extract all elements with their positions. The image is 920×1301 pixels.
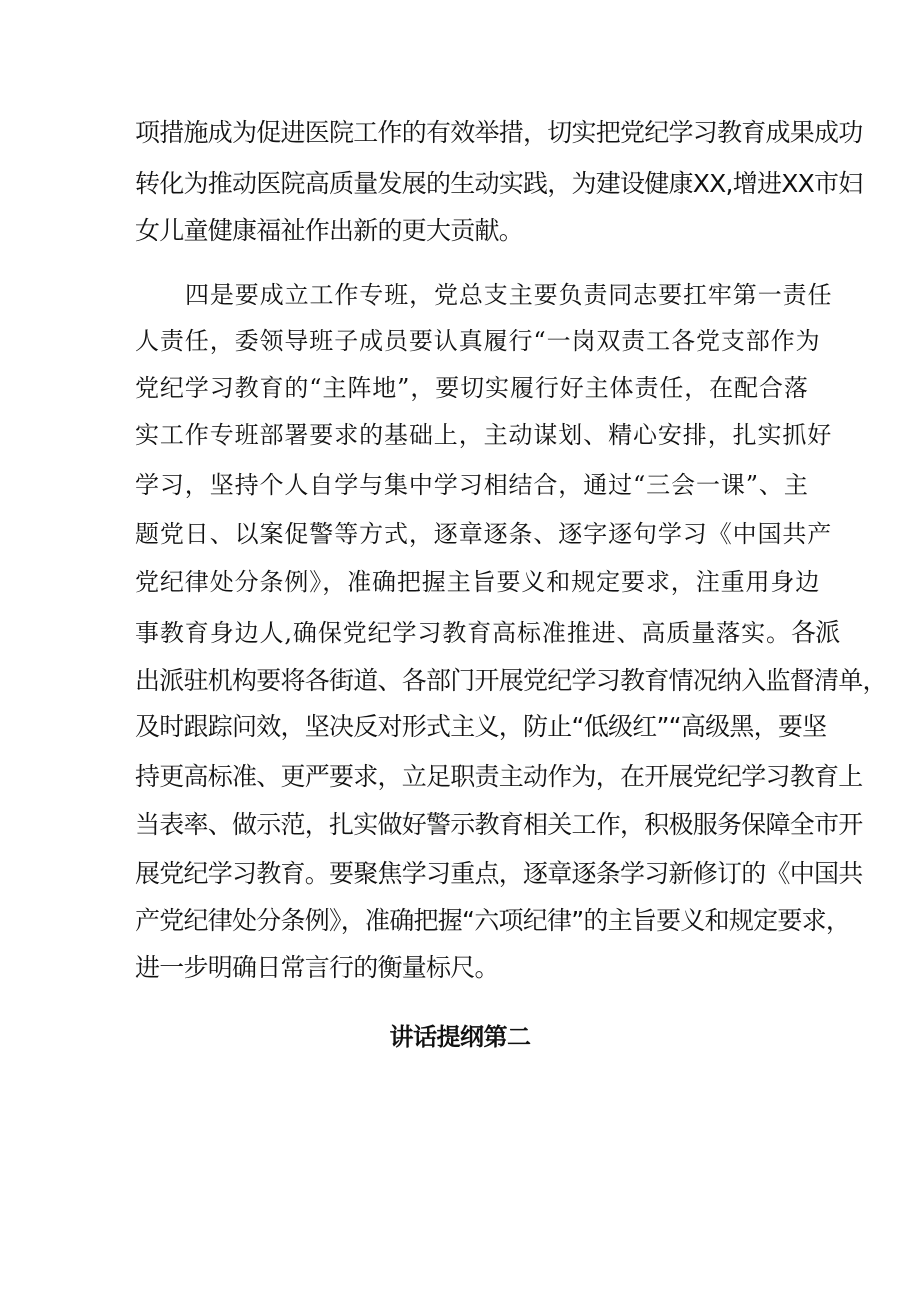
paragraph-line: 产党纪律处分条例》，准确把握“六项纪律”的主旨要义和规定要求，: [135, 906, 851, 935]
paragraph-line: 出派驻机构要将各街道、各部门开展党纪学习教育情况纳入监督清单，: [135, 666, 887, 695]
paragraph-line: 项措施成为促进医院工作的有效举措，切实把党纪学习教育成果成功: [135, 118, 863, 147]
paragraph-line: 展党纪学习教育。要聚焦学习重点，逐章逐条学习新修订的《中国共: [135, 859, 863, 888]
paragraph-line: 实工作专班部署要求的基础上，主动谋划、精心安排，扎实抓好: [135, 421, 833, 449]
paragraph-line-sans-part: 各派: [790, 618, 840, 647]
paragraph-line: 题党日、以案促警等方式，逐章逐条、逐字逐句学习《中国共产: [135, 520, 833, 548]
paragraph-line: 当表率、做示范，扎实做好警示教育相关工作，积极服务保障全市开: [135, 810, 863, 839]
paragraph-line: 党纪律处分条例》，准确把握主旨要义和规定要求，注重用身边: [135, 568, 821, 596]
paragraph-line: 人责任，委领导班子成员要认真履行“一岗双责工各党支部作为: [135, 327, 821, 355]
paragraph-line-indented: 四是要成立工作专班，党总支主要负责同志要扛牢第一责任: [185, 281, 833, 309]
paragraph-line: 及时跟踪问效，坚决反对形式主义，防止“低级红”“高级黑，要坚: [135, 712, 827, 741]
section-heading: 讲话提纲第二: [389, 1023, 531, 1051]
paragraph-line: 进一步明确日常言行的衡量标尺。: [135, 953, 499, 982]
paragraph-line-mixed: [135, 618, 840, 647]
paragraph-line: 转化为推动医院高质量发展的生动实践，为建设健康XX,增进XX市妇: [135, 169, 863, 198]
paragraph-line: 党纪学习教育的“主阵地”，要切实履行好主体责任，在配合落: [135, 374, 809, 402]
paragraph-line-serif-part: 事教育身边人,确保党纪学习教育高标准推进、高质量落实。: [135, 619, 791, 647]
paragraph-line: 女儿童健康福祉作出新的更大贡献。: [135, 216, 524, 245]
paragraph-line: 学习，坚持个人自学与集中学习相结合，通过“三会一课”、主: [135, 471, 809, 499]
paragraph-line: 持更高标准、更严要求，立足职责主动作为，在开展党纪学习教育上: [135, 762, 863, 791]
